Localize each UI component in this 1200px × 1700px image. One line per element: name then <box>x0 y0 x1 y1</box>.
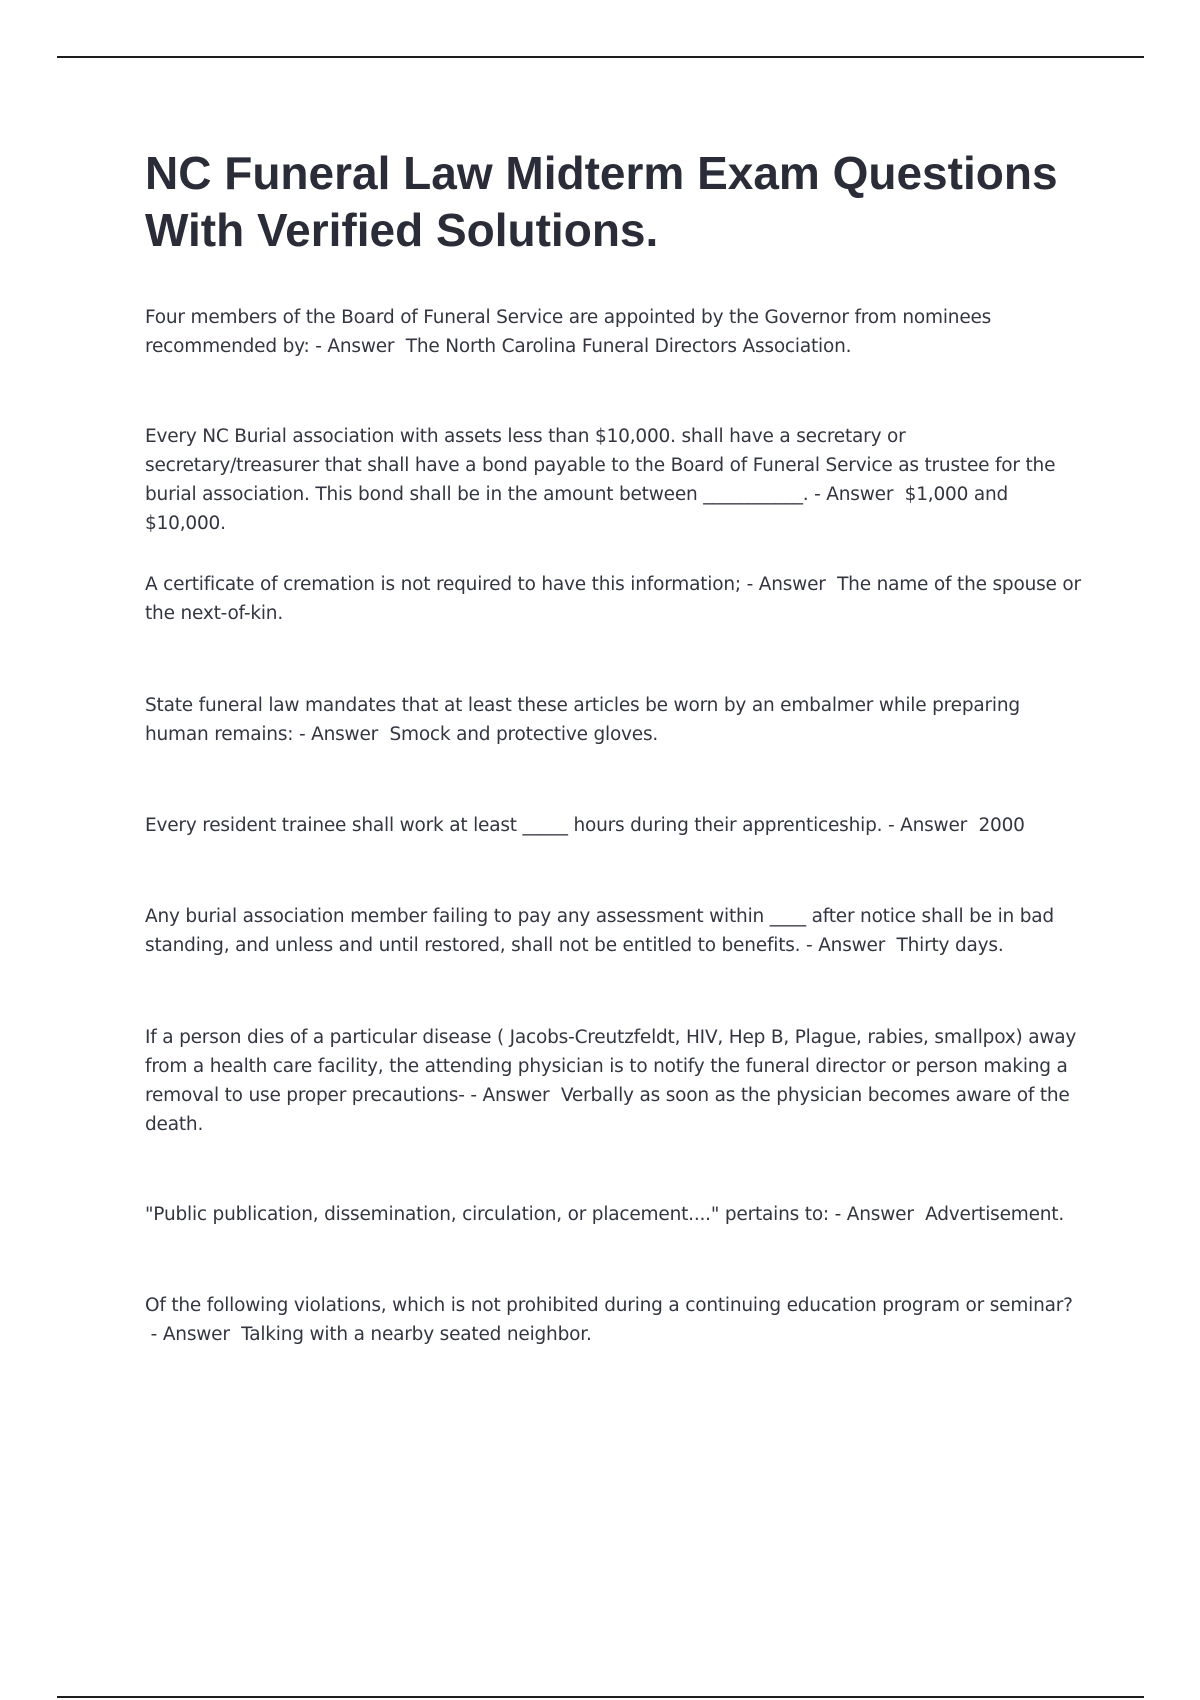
top-rule <box>57 56 1144 58</box>
answer-label: - Answer <box>464 1085 556 1106</box>
question-text: "Public publication, dissemination, circulation, or placement...." pertains to: <box>145 1204 829 1225</box>
answer-label: - Answer <box>145 1324 236 1345</box>
question-text: Every NC Burial association with assets less than $10,000. shall have a secretary or secretary/treasurer that shall have a bond payable to the Board of Funeral Service as trustee for the burial association. This bond shall be in the amount between ___________. <box>145 426 1056 505</box>
qa-item-5 <box>145 811 1085 840</box>
qa-item-4 <box>145 691 1085 749</box>
question-text: Four members of the Board of Funeral Service are appointed by the Governor from nominees recommended by: <box>145 307 992 357</box>
answer-label: - Answer <box>800 935 891 956</box>
answer-label: - Answer <box>293 724 384 745</box>
qa-item-2 <box>145 422 1085 538</box>
question-text: Every resident trainee shall work at least _____ hours during their apprenticeship. <box>145 815 883 836</box>
answer-text: $1,000 and $10,000. <box>145 484 1009 534</box>
answer-label: - Answer <box>828 1204 920 1225</box>
qa-item-8 <box>145 1200 1085 1229</box>
answer-text: Smock and protective gloves. <box>389 724 659 745</box>
question-text: If a person dies of a particular disease ( Jacobs-Creutzfeldt, HIV, Hep B, Plague, rabies, smallpox) away from a health care facility, the attending physician is to notify the funeral director or person making a removal to use proper precautions- <box>145 1027 1077 1106</box>
answer-text: 2000 <box>978 815 1025 836</box>
qa-item-3 <box>145 570 1085 628</box>
page-title: NC Funeral Law Midterm Exam Questions With Verified Solutions. <box>145 147 1058 256</box>
qa-item-1 <box>145 303 1085 361</box>
question-text: A certificate of cremation is not required to have this information; <box>145 574 741 595</box>
qa-item-6 <box>145 902 1085 960</box>
question-text: Any burial association member failing to pay any assessment within ____ after notice shall be in bad standing, and unless and until restored, shall not be entitled to benefits. <box>145 906 1054 956</box>
bottom-rule <box>57 1696 1144 1698</box>
answer-text: Verbally as soon as the physician becomes aware of the death. <box>145 1085 1070 1135</box>
answer-label: - Answer <box>309 336 401 357</box>
answer-label: - Answer <box>808 484 899 505</box>
answer-label: - Answer <box>882 815 973 836</box>
question-text: State funeral law mandates that at least these articles be worn by an embalmer while preparing human remains: <box>145 695 1020 745</box>
answer-text: Talking with a nearby seated neighbor. <box>241 1324 592 1345</box>
qa-item-9 <box>145 1291 1085 1349</box>
answer-label: - Answer <box>740 574 832 595</box>
qa-item-7 <box>145 1023 1085 1139</box>
answer-text: Advertisement. <box>925 1204 1065 1225</box>
answer-text: Thirty days. <box>896 935 1004 956</box>
answer-text: The North Carolina Funeral Directors Association. <box>405 336 852 357</box>
answer-text: The name of the spouse or the next-of-kin. <box>145 574 1081 624</box>
question-text: Of the following violations, which is not prohibited during a continuing education program or seminar? <box>145 1295 1073 1316</box>
